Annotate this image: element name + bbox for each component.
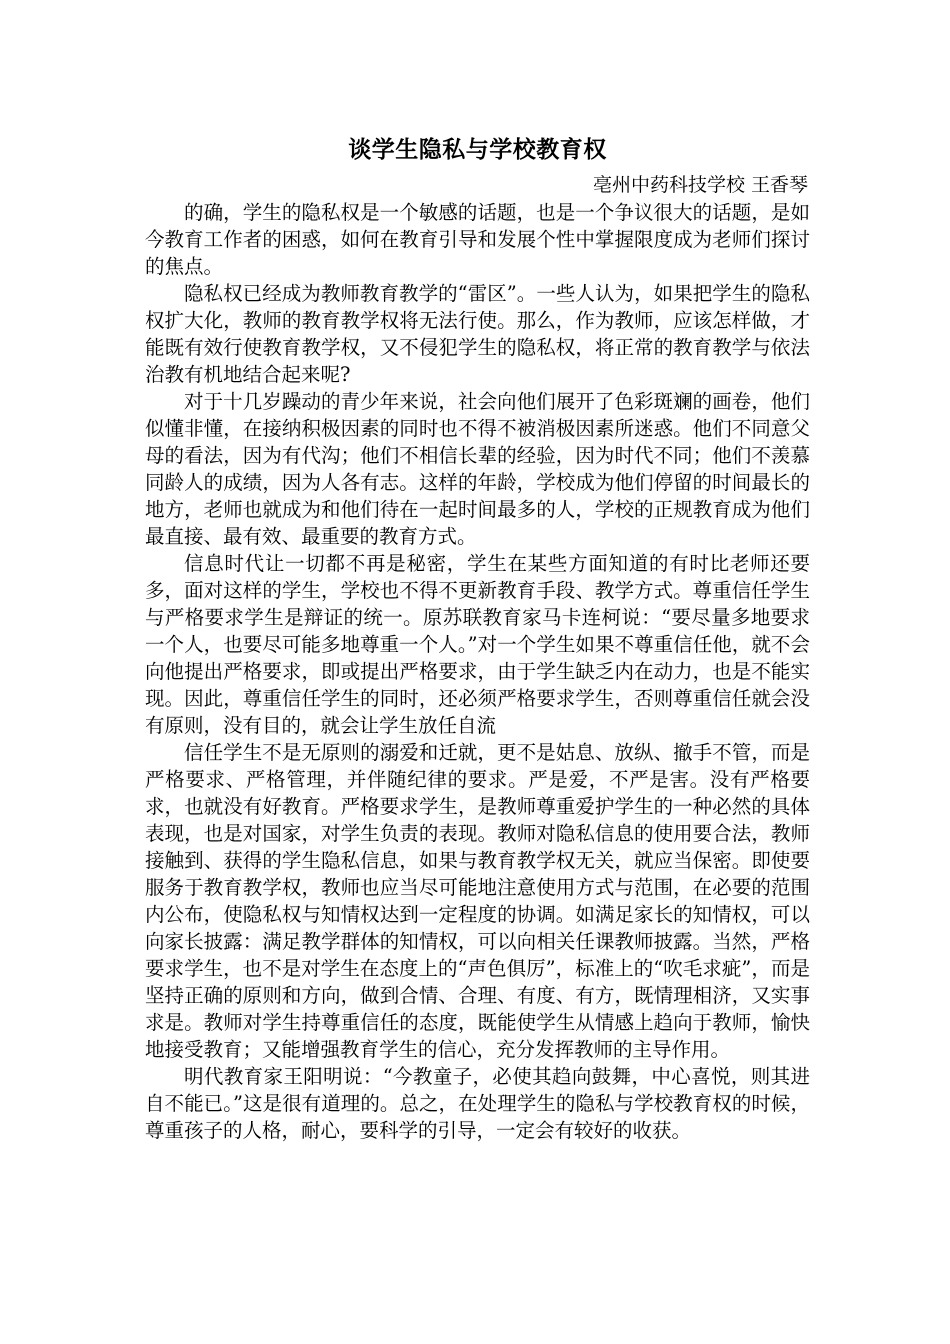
paragraph-4: 信息时代让一切都不再是秘密，学生在某些方面知道的有时比老师还要多，面对这样的学生，学校也不得不更新教育手段、教学方式。尊重信任学生与严格要求学生是辩证的统一。原苏联教育家马卡连柯说：“要尽量多地要求一个人，也要尽可能多地尊重一个人。”对一个学生如果不尊重信任他，就不会向他提出严格要求，即或提出严格要求，由于学生缺乏内在动力，也是不能实现。因此，尊重信任学生的同时，还必须严格要求学生，否则尊重信任就会没有原则，没有目的，就会让学生放任自流 <box>145 552 810 737</box>
paragraph-1: 的确，学生的隐私权是一个敏感的话题，也是一个争议很大的话题，是如今教育工作者的困惑，如何在教育引导和发展个性中掌握限度成为老师们探讨的焦点。 <box>145 201 810 278</box>
paragraph-3: 对于十几岁躁动的青少年来说，社会向他们展开了色彩斑斓的画卷，他们似懂非懂，在接纳积极因素的同时也不得不被消极因素所迷惑。他们不同意父母的看法，因为有代沟；他们不相信长辈的经验，因为时代不同；他们不羡慕同龄人的成绩，因为人各有志。这样的年龄，学校成为他们停留的时间最长的地方，老师也就成为和他们待在一起时间最多的人，学校的正规教育成为他们最直接、最有效、最重要的教育方式。 <box>145 390 810 548</box>
document-body <box>145 128 810 1144</box>
paragraph-5: 信任学生不是无原则的溺爱和迁就，更不是姑息、放纵、撤手不管，而是严格要求、严格管理，并伴随纪律的要求。严是爱，不严是害。没有严格要求，也就没有好教育。严格要求学生，是教师尊重爱护学生的一种必然的具体表现，也是对国家，对学生负责的表现。教师对隐私信息的使用要合法，教师接触到、获得的学生隐私信息，如果与教育教学权无关，就应当保密。即使要服务于教育教学权，教师也应当尽可能地注意使用方式与范围，在必要的范围内公布，使隐私权与知情权达到一定程度的协调。如满足家长的知情权，可以向家长披露：满足教学群体的知情权，可以向相关任课教师披露。当然，严格要求学生，也不是对学生在态度上的“声色俱厉”，标准上的“吹毛求疵”，而是坚持正确的原则和方向，做到合情、合理、有度、有方，既情理相济，又实事求是。教师对学生持尊重信任的态度，既能使学生从情感上趋向于教师，愉快地接受教育；又能增强教育学生的信心，充分发挥教师的主导作用。 <box>145 741 810 1061</box>
document-title: 谈学生隐私与学校教育权 <box>348 137 607 163</box>
author-line: 亳州中药科技学校 王香琴 <box>592 174 808 196</box>
paragraph-6: 明代教育家王阳明说：“今教童子，必使其趋向鼓舞，中心喜悦，则其进自不能已。”这是很有道理的。总之，在处理学生的隐私与学校教育权的时候，尊重孩子的人格，耐心，要科学的引导，一定会有较好的收获。 <box>145 1065 810 1142</box>
paragraph-2: 隐私权已经成为教师教育教学的“雷区”。一些人认为，如果把学生的隐私权扩大化，教师的教育教学权将无法行使。那么，作为教师，应该怎样做，才能既有效行使教育教学权，又不侵犯学生的隐私权，将正常的教育教学与依法治教有机地结合起来呢? <box>145 282 810 386</box>
